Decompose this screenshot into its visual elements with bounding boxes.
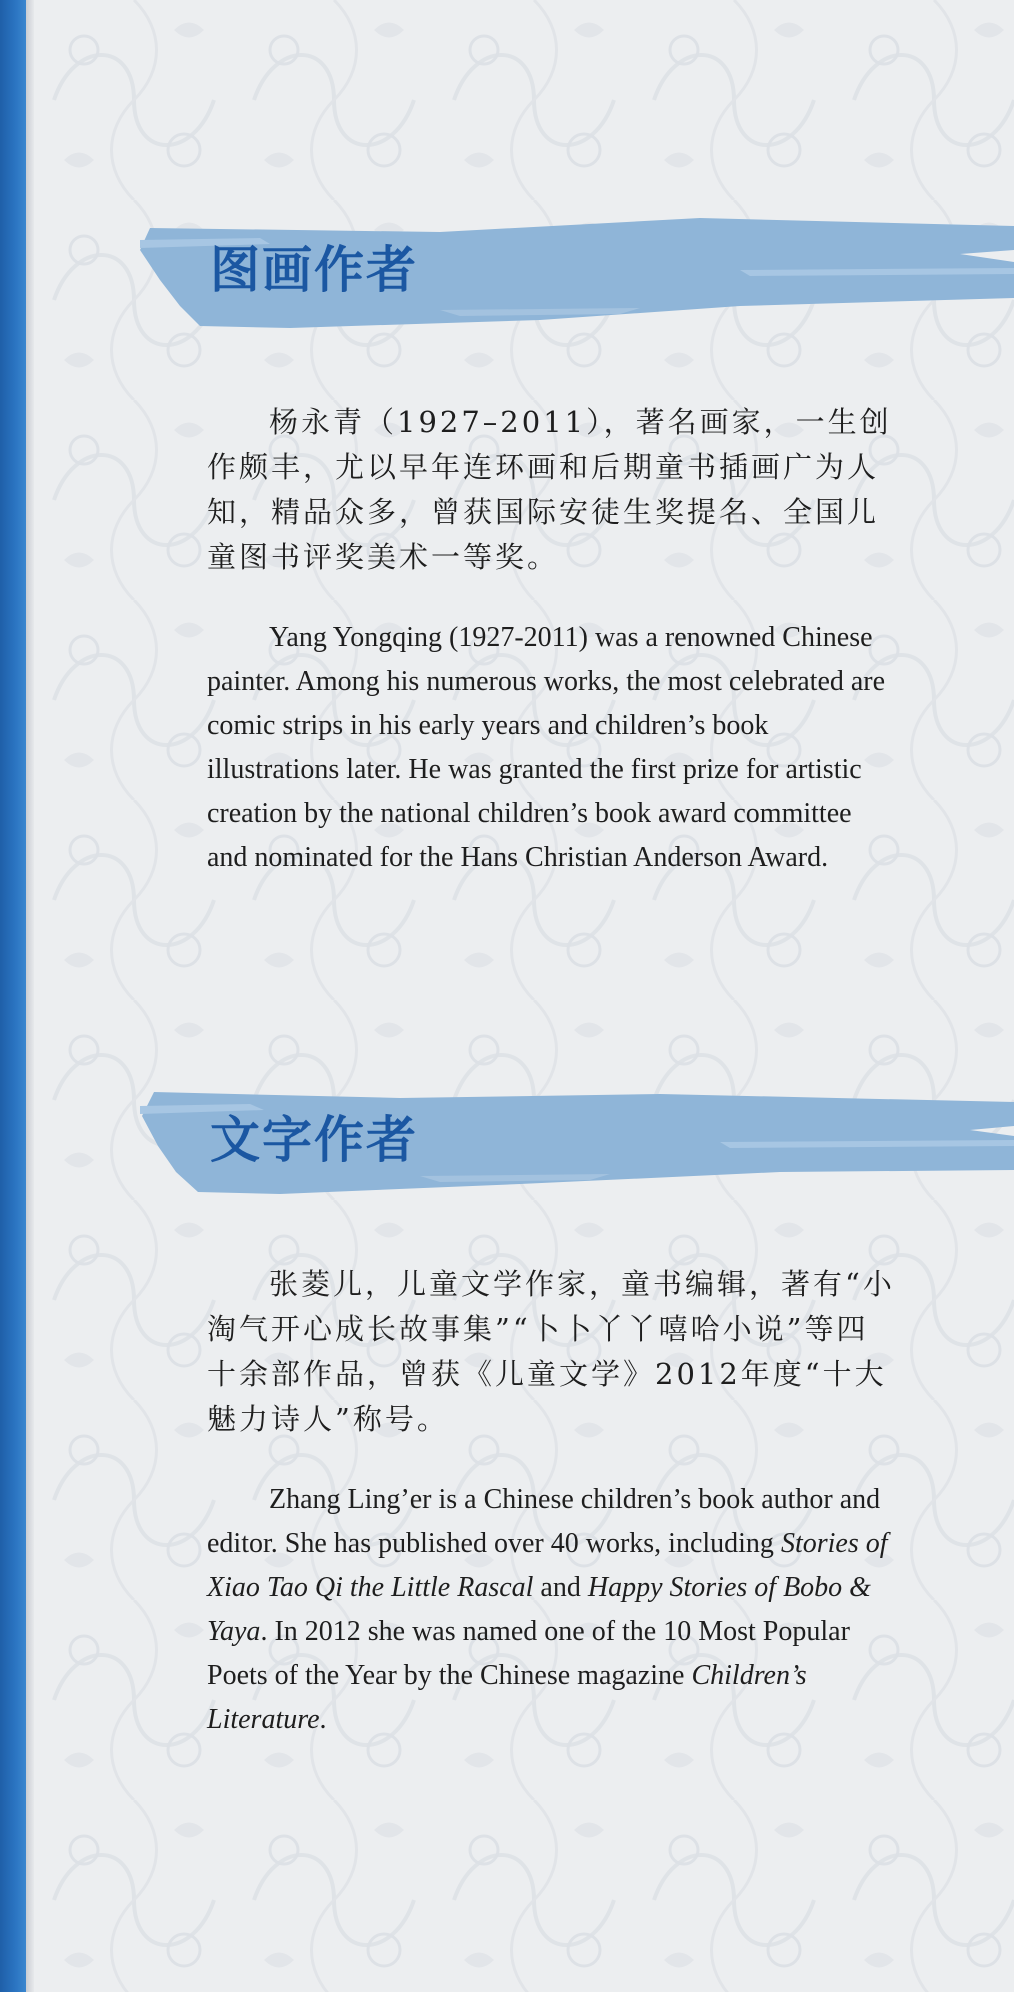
illustrator-banner <box>140 210 1014 340</box>
author-bio-english <box>207 1478 895 1742</box>
book-title-bobo-yaya: Happy Stories of Bobo & Yaya <box>207 1572 871 1647</box>
illustrator-bio-english: Yang Yongqing (1927-2011) was a renowned Chinese painter. Among his numerous works, the most celebrated are comic strips in his early years and children’s book illustrations later. He was granted the first prize for artistic creation by the national children’s book award committee and nominated for the Hans Christian Anderson Award. <box>207 622 886 873</box>
book-spine <box>0 0 26 1992</box>
author-heading: 文字作者 <box>210 1110 418 1169</box>
book-title-xiao-tao-qi: Stories of Xiao Tao Qi the Little Rascal <box>207 1528 888 1603</box>
author-banner <box>140 1080 1014 1210</box>
author-bio-text-2: and <box>533 1572 588 1603</box>
author-bio-text-1: Zhang Ling’er is a Chinese children’s book author and editor. She has published over 40 works, including <box>207 1484 881 1559</box>
spine-gutter <box>26 0 34 1992</box>
magazine-title-childrens-literature: Children’s Literature <box>207 1660 807 1735</box>
author-bio-chinese: 张菱儿，儿童文学作家，童书编辑，著有“小淘气开心成长故事集”“卜卜丫丫嘻哈小说”等四十余部作品，曾获《儿童文学》2012年度“十大魅力诗人”称号。 <box>207 1267 895 1436</box>
illustrator-bio-chinese: 杨永青（1927–2011），著名画家，一生创作颇丰，尤以早年连环画和后期童书插画广为人知，精品众多，曾获国际安徒生奖提名、全国儿童图书评奖美术一等奖。 <box>207 405 892 574</box>
author-bio-text-3: . In 2012 she was named one of the 10 Most Popular Poets of the Year by the Chinese magazine <box>207 1616 850 1691</box>
author-section <box>207 1262 895 1742</box>
illustrator-section <box>207 400 895 880</box>
author-bio-text-4: . <box>319 1704 327 1735</box>
illustrator-heading: 图画作者 <box>210 240 418 299</box>
